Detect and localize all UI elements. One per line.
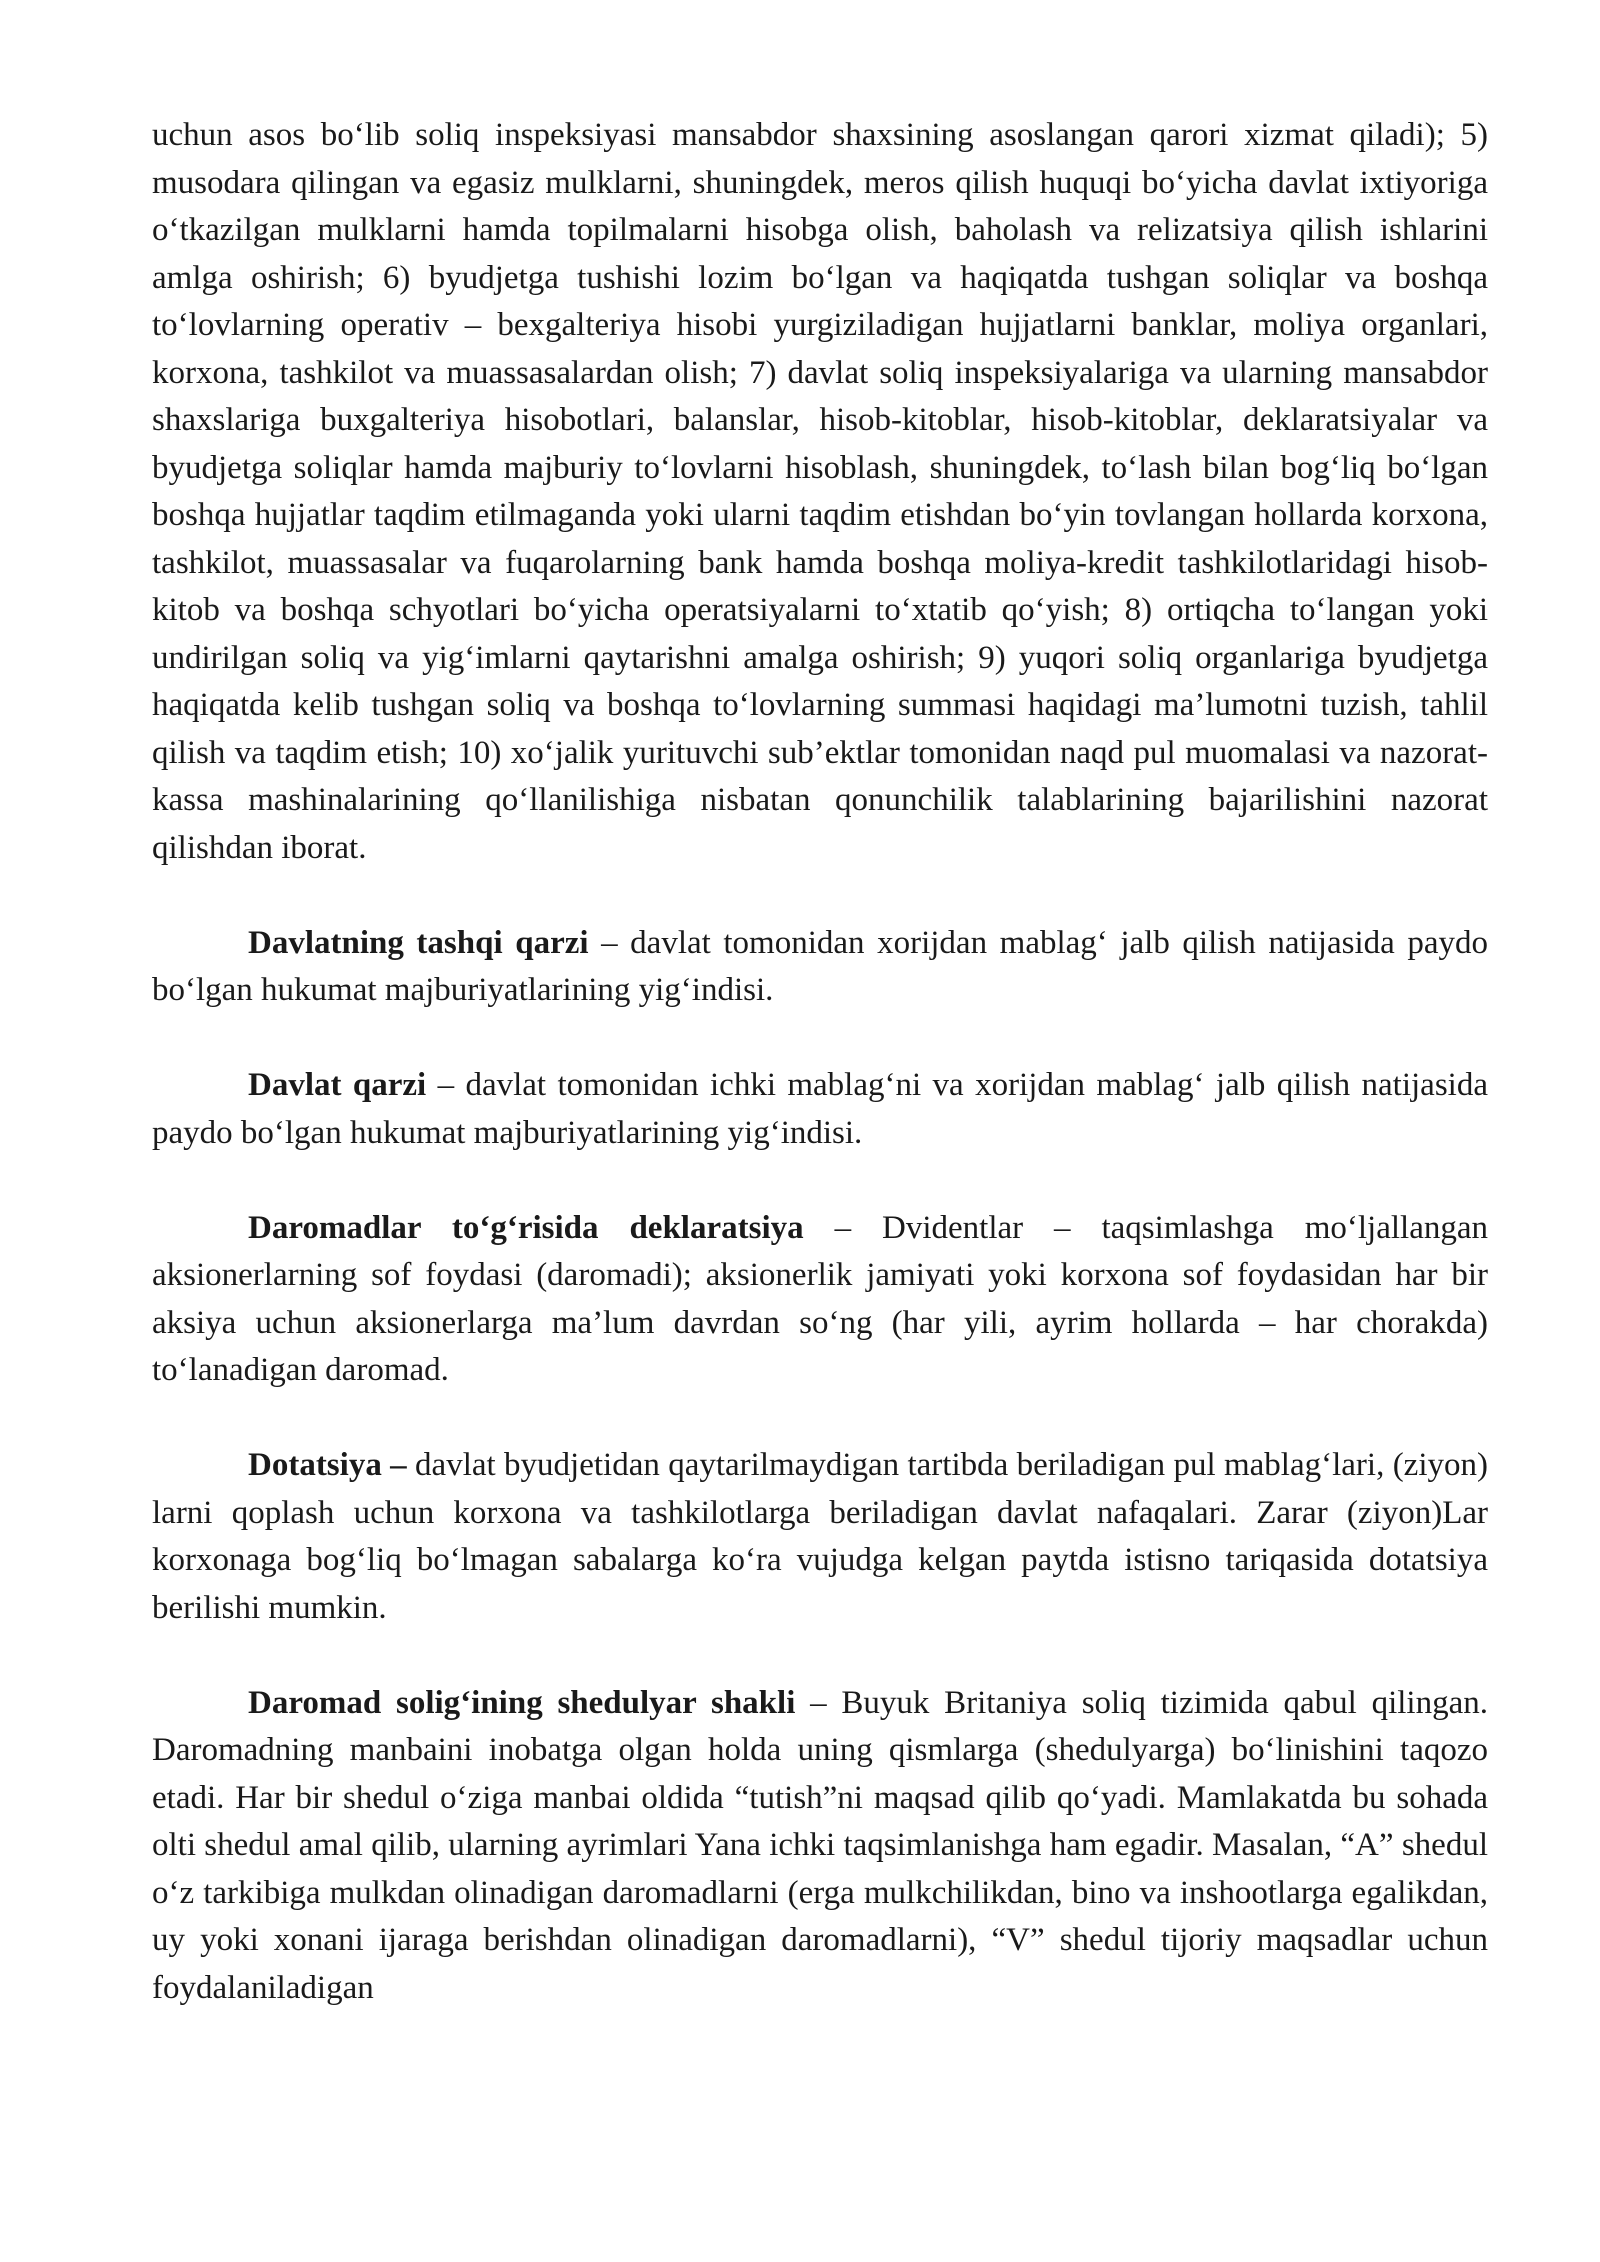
glossary-entry-tashqi-qarz [152, 920, 1488, 1015]
glossary-entry-deklaratsiya [152, 1205, 1488, 1395]
glossary-term: Davlat qarzi [248, 1067, 427, 1103]
glossary-definition: – davlat tomonidan ichki mablag‘ni va xorijdan mablag‘ jalb qilish natijasida paydo bo‘lgan hukumat majburiyatlarining yig‘indisi. [152, 1067, 1488, 1151]
glossary-term: Daromad solig‘ining shedulyar shakli [248, 1684, 796, 1721]
glossary-definition: – Dvidentlar – taqsimlashga mo‘ljallangan aksionerlarning sof foydasi (daromadi); aksionerlik jamiyati yoki korxona sof foydasidan har bir aksiya uchun aksionerlarga ma’lum davrdan so‘ng (har yili, ayrim hollarda – har chorakda) to‘lanadigan daromad. [152, 1209, 1488, 1388]
glossary-entry-dotatsiya [152, 1442, 1488, 1632]
glossary-term: Dotatsiya – [248, 1447, 407, 1483]
glossary-entry-shedulyar-shakl [152, 1680, 1488, 2013]
continuation-paragraph: uchun asos bo‘lib soliq inspeksiyasi mansabdor shaxsining asoslangan qarori xizmat qiladi); 5) musodara qilingan va egasiz mulklarni, shuningdek, meros qilish huquqi bo‘yicha davlat ixtiyoriga o‘tkazilgan mulklarni hamda topilmalarni hisobga olish, baholash va relizatsiya qilish ishlarini amlga oshirish; 6) byudjetga tushishi lozim bo‘lgan va haqiqatda tushgan soliqlar va boshqa to‘lovlarning operativ – bexgalteriya hisobi yurgiziladigan hujjatlarni banklar, moliya organlari, korxona, tashkilot va muassasalardan olish; 7) davlat soliq inspeksiyalariga va ularning mansabdor shaxslariga buxgalteriya hisobotlari, balanslar, hisob-kitoblar, hisob-kitoblar, deklaratsiyalar va byudjetga soliqlar hamda majburiy to‘lovlarni hisoblash, shuningdek, to‘lash bilan bog‘liq bo‘lgan boshqa hujjatlar taqdim etilmaganda yoki ularni taqdim etishdan bo‘yin tovlangan hollarda korxona, tashkilot, muassasalar va fuqarolarning bank hamda boshqa moliya-kredit tashkilotlaridagi hisob-kitob va boshqa schyotlari bo‘yicha operatsiyalarni to‘xtatib qo‘yish; 8) ortiqcha to‘langan yoki undirilgan soliq va yig‘imlarni qaytarishni amalga oshirish; 9) yuqori soliq organlariga byudjetga haqiqatda kelib tushgan soliq va boshqa to‘lovlarning summasi haqidagi ma’lumotni tuzish, tahlil qilish va taqdim etish; 10) xo‘jalik yurituvchi sub’ektlar tomonidan naqd pul muomalasi va nazorat-kassa mashinalarining qo‘llanilishiga nisbatan qonunchilik talablarining bajarilishini nazorat qilishdan iborat. [152, 117, 1488, 866]
glossary-definition: davlat byudjetidan qaytarilmaydigan tartibda beriladigan pul mablag‘lari, (ziyon) larni qoplash uchun korxona va tashkilotlarga beriladigan davlat nafaqalari. Zarar (ziyon)Lar korxonaga bog‘liq bo‘lmagan sabalarga ko‘ra vujudga kelgan paytda istisno tariqasida dotatsiya berilishi mumkin. [152, 1447, 1488, 1626]
document-page [152, 112, 1488, 2012]
glossary-definition: – davlat tomonidan xorijdan mablag‘ jalb qilish natijasida paydo bo‘lgan hukumat majburiyatlarining yig‘indisi. [152, 924, 1488, 1008]
glossary-definition: – Buyuk Britaniya soliq tizimida qabul qilingan. Daromadning manbaini inobatga olgan holda uning qismlarga (shedulyarga) bo‘linishini taqozo etadi. Har bir shedul o‘ziga manbai oldida “tutish”ni maqsad qilib qo‘yadi. Mamlakatda bu sohada olti shedul amal qilib, ularning ayrimlari Yana ichki taqsimlanishga ham egadir. Masalan, “A” shedul o‘z tarkibiga mulkdan olinadigan daromadlarni (erga mulkchilikdan, bino va inshootlarga egalikdan, uy yoki xonani ijaraga berishdan olinadigan daromadlarni), “V” shedul tijoriy maqsadlar uchun foydalaniladigan [152, 1684, 1488, 2006]
glossary-entry-davlat-qarzi [152, 1062, 1488, 1157]
glossary-term: Daromadlar to‘g‘risida deklaratsiya [248, 1209, 804, 1246]
glossary-term: Davlatning tashqi qarzi [248, 924, 589, 961]
